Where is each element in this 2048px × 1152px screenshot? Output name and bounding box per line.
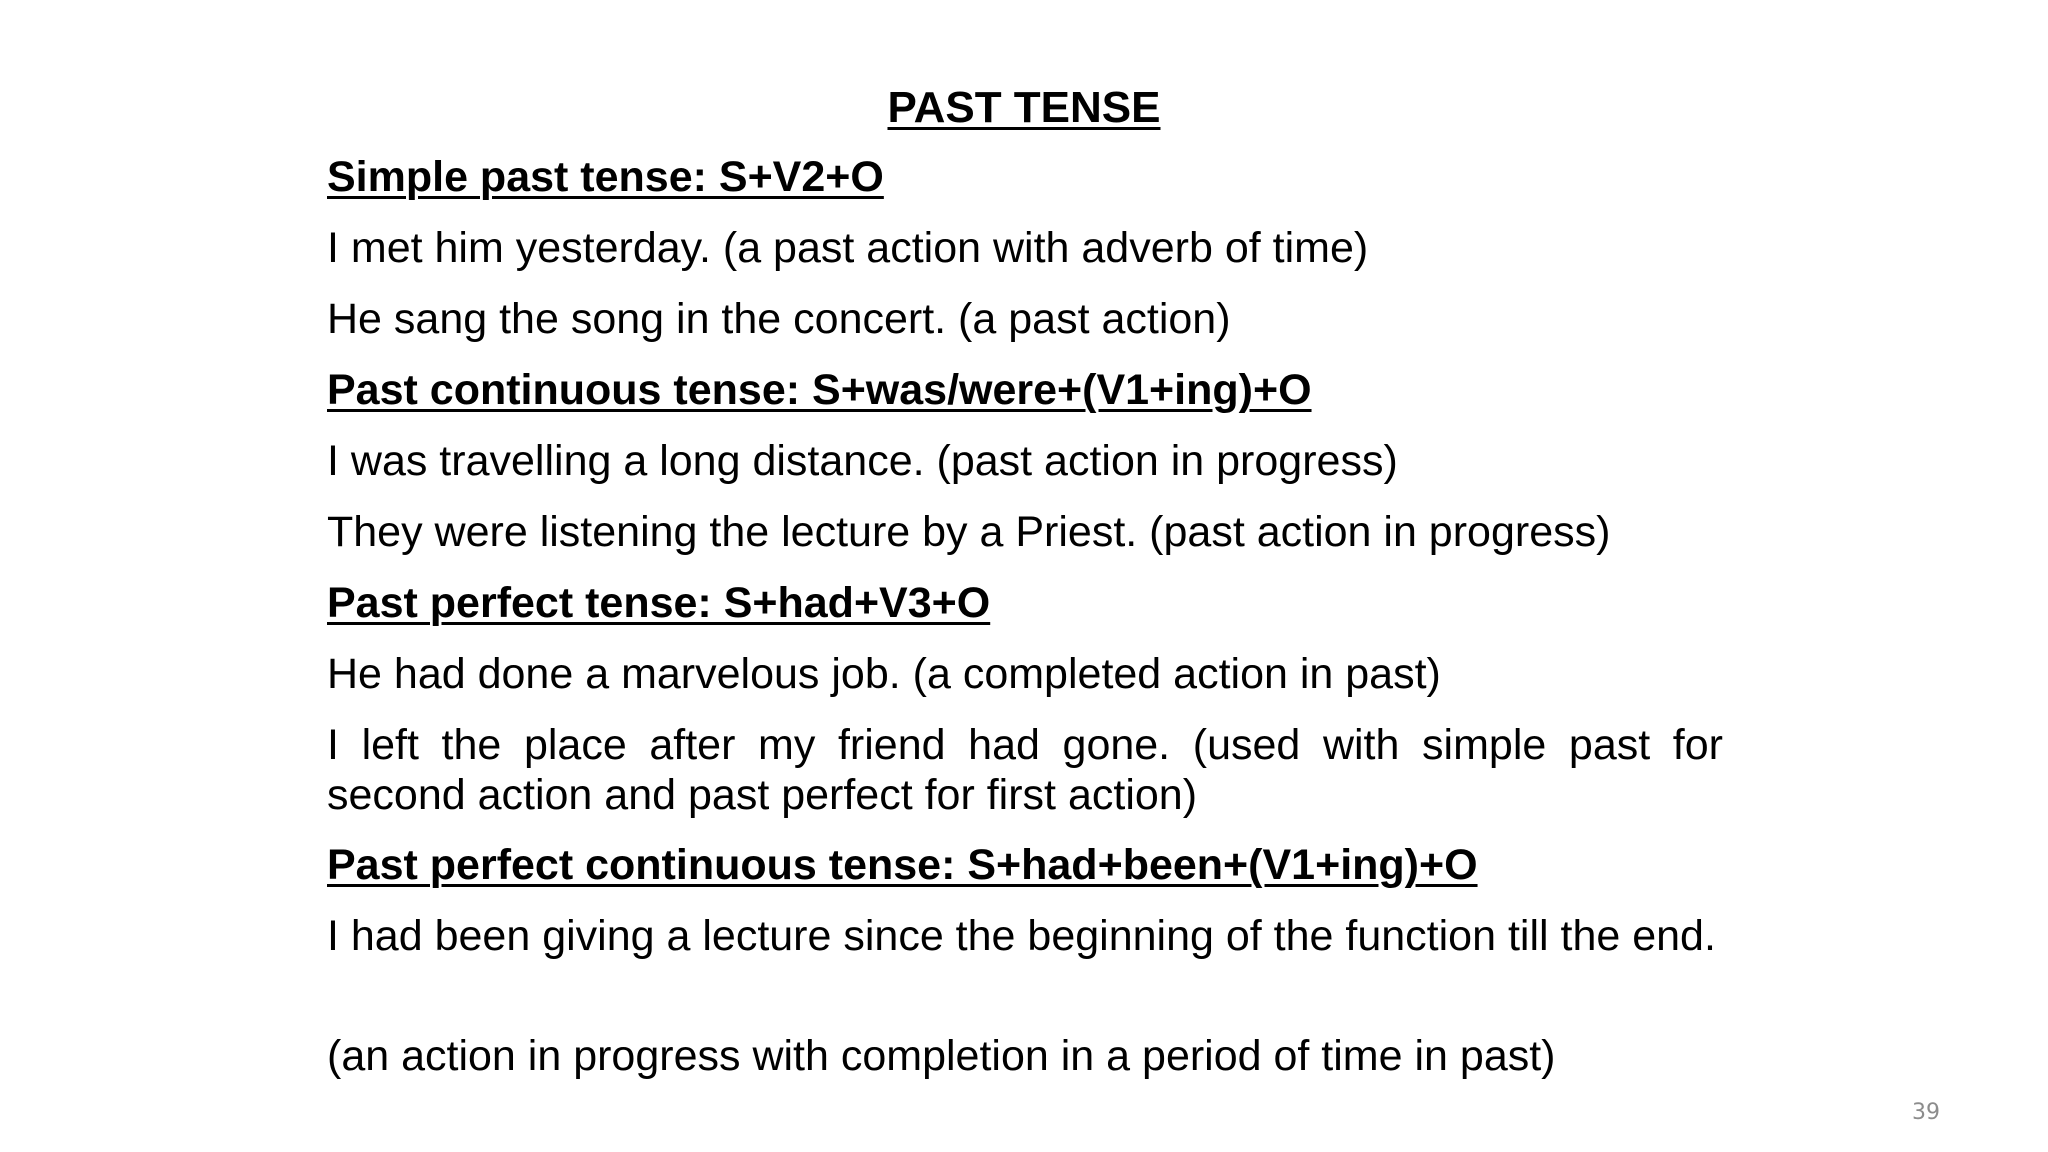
section-heading-simple-past: Simple past tense: S+V2+O	[327, 153, 884, 201]
example-line: I was travelling a long distance. (past action in progress)	[327, 437, 1398, 485]
example-line: I left the place after my friend had gone. (used with simple past for second action and past perfect for first action)	[327, 721, 1723, 819]
slide-title: PAST TENSE	[887, 83, 1161, 132]
section-heading-past-perfect: Past perfect tense: S+had+V3+O	[327, 579, 991, 627]
example-line: I had been giving a lecture since the beginning of the function till the end.	[327, 912, 1716, 960]
example-line: I met him yesterday. (a past action with adverb of time)	[327, 224, 1369, 272]
section-heading-past-continuous: Past continuous tense: S+was/were+(V1+ing)+O	[327, 366, 1312, 414]
example-line: He sang the song in the concert. (a past action)	[327, 295, 1231, 343]
example-line: (an action in progress with completion in a period of time in past)	[327, 1032, 1556, 1080]
page-number: 39	[1912, 1100, 1940, 1125]
section-heading-past-perfect-continuous: Past perfect continuous tense: S+had+been+(V1+ing)+O	[327, 841, 1478, 889]
slide-title-container	[0, 78, 2048, 138]
example-line: They were listening the lecture by a Priest. (past action in progress)	[327, 508, 1611, 556]
example-line: He had done a marvelous job. (a completed action in past)	[327, 650, 1441, 698]
